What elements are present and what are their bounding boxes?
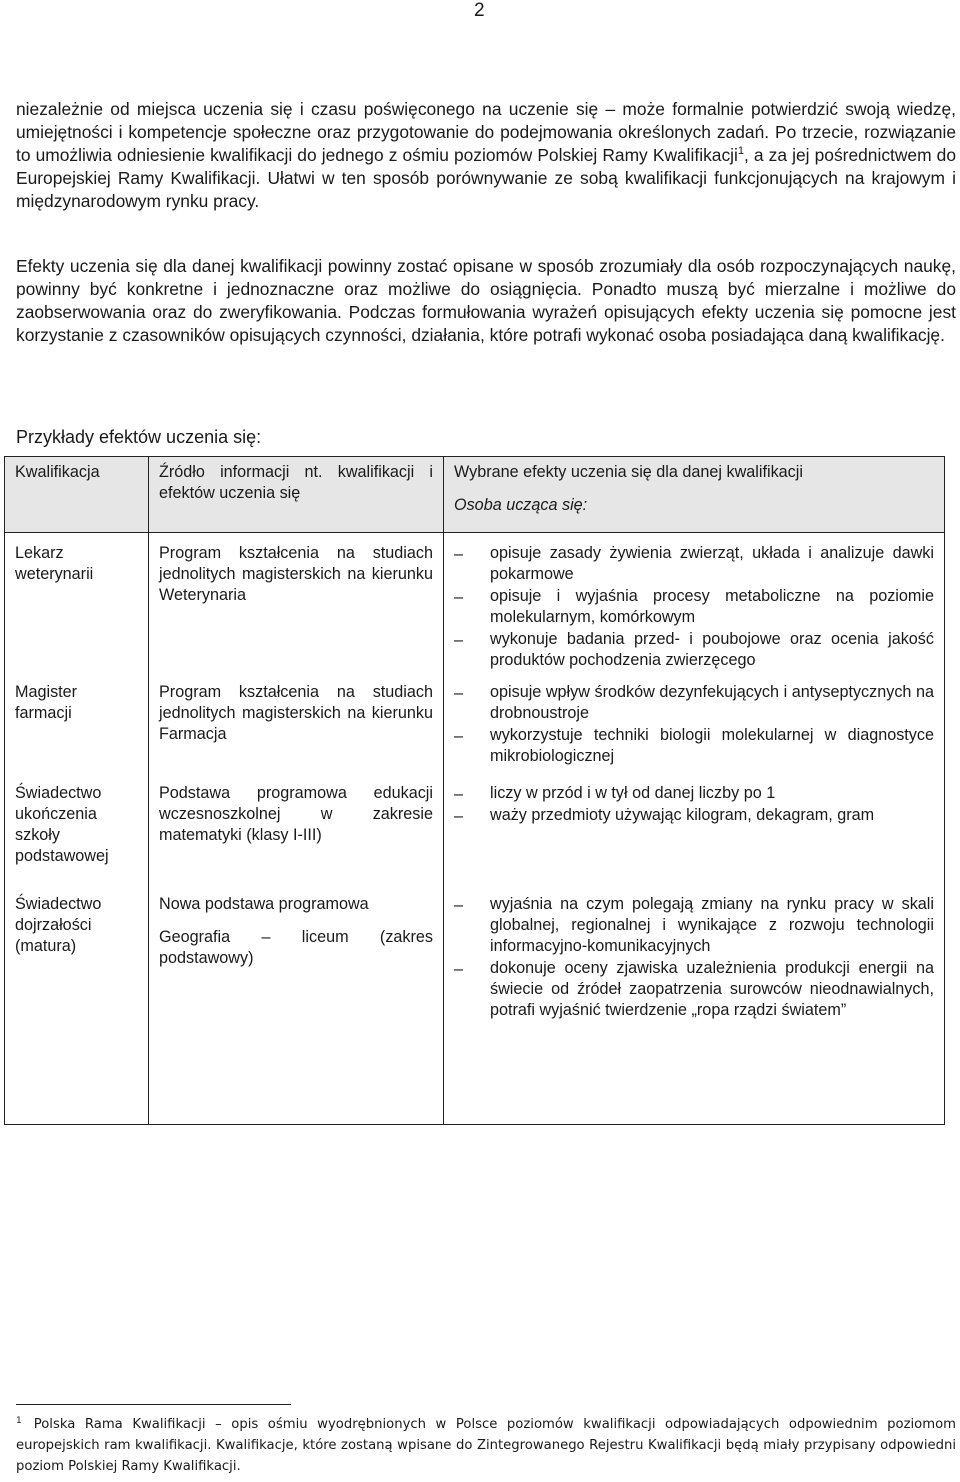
footnote-number: 1 (16, 1415, 22, 1426)
section-heading: Przykłady efektów uczenia się: (16, 427, 262, 447)
qualification-cell: Magister farmacji (5, 679, 149, 780)
outcome-item (454, 958, 934, 1021)
outcome-item (454, 543, 934, 585)
outcome-text: opisuje wpływ środków dezynfekujących i antyseptycznych na drobnoustroje (490, 682, 934, 722)
source-text: Nowa podstawa programowa (159, 894, 369, 913)
outcomes-list (454, 783, 934, 826)
header-source: Źródło informacji nt. kwalifikacji i efektów uczenia się (149, 457, 444, 533)
outcome-item (454, 682, 934, 724)
outcomes-list (454, 543, 934, 671)
footnote (16, 1414, 956, 1477)
outcome-text: opisuje i wyjaśnia procesy metaboliczne na poziomie molekularnym, komórkowym (490, 587, 934, 626)
outcome-text: waży przedmioty używając kilogram, dekagram, gram (490, 805, 875, 824)
intro-paragraph (16, 98, 956, 213)
outcome-text: liczy w przód i w tył od danej liczby po 1 (490, 783, 776, 802)
outcome-text: wyjaśnia na czym polegają zmiany na rynku pracy w skali globalnej, regionalnej i wynikające z rozwoju technologii informacyjno-komunikacyjnych (490, 894, 934, 955)
source-cell (149, 891, 444, 1125)
table-row (5, 679, 945, 780)
header-outcomes (444, 457, 945, 533)
footnote-reference: 1 (737, 145, 745, 158)
source-cell (149, 533, 444, 679)
outcomes-cell (444, 780, 945, 891)
page-number: 2 (474, 0, 485, 21)
source-text: Program kształcenia na studiach jednolitych magisterskich na kierunku Weterynaria (159, 544, 433, 604)
table-header-row (5, 457, 945, 533)
intro-paragraph-text-after: , a za jej pośrednictwem do Europejskiej Ramy Kwalifikacji. Ułatwi w ten sposób porównywanie ze sobą kwalifikacji funkcjonujących na krajowym i międzynarodowym rynku pracy. (16, 145, 956, 211)
outcome-item (454, 783, 934, 804)
source-text: Program kształcenia na studiach jednolitych magisterskich na kierunku Farmacja (159, 682, 433, 743)
header-outcomes-subtitle: Osoba ucząca się: (454, 496, 588, 514)
footnote-text: Polska Rama Kwalifikacji – opis ośmiu wyodrębnionych w Polsce poziomów kwalifikacji odpowiadających odpowiednim poziomom europejskich ram kwalifikacji. Kwalifikacje, które zostaną wpisane do Zintegrowanego Rejestru Kwalifikacji będą miały przypisany odpowiedni poziom Polskiej Ramy Kwalifikacji. (16, 1417, 956, 1474)
table-row (5, 780, 945, 891)
dash-bullet-icon: – (454, 545, 464, 563)
outcome-item (454, 805, 934, 826)
qualification-cell: Świadectwo dojrzałości (matura) (5, 891, 149, 1125)
outcome-item (454, 725, 934, 767)
source-text: Podstawa programowa edukacji wczesnoszkolnej w zakresie matematyki (klasy I-III) (159, 783, 433, 844)
learning-outcomes-paragraph: Efekty uczenia się dla danej kwalifikacji powinny zostać opisane w sposób zrozumiały dla osób rozpoczynających naukę, powinny być konkretne i jednoznaczne oraz możliwe do osiągnięcia. Ponadto muszą być mierzalne i możliwe do zaobserwowania oraz do zweryfikowania. Podczas formułowania wyrażeń opisujących efekty uczenia się pomocne jest korzystanie z czasowników opisujących czynności, działania, które potrafi wykonać osoba posiadająca daną kwalifikację. (16, 256, 956, 345)
source-subject: Geografia – liceum (zakres podstawowy) (159, 927, 433, 967)
dash-bullet-icon: – (454, 631, 464, 649)
dash-bullet-icon: – (454, 806, 464, 825)
outcome-text: wykorzystuje techniki biologii molekularnej w diagnostyce mikrobiologicznej (490, 725, 934, 765)
header-outcomes-title: Wybrane efekty uczenia się dla danej kwalifikacji (454, 463, 803, 481)
qualification-cell: Lekarz weterynarii (5, 533, 149, 679)
outcomes-list (454, 682, 934, 767)
table-body (5, 533, 945, 1125)
footnote-divider (16, 1404, 291, 1405)
table-row (5, 891, 945, 1125)
qualification-cell: Świadectwo ukończenia szkoły podstawowej (5, 780, 149, 891)
outcome-item (454, 629, 934, 671)
outcome-item (454, 894, 934, 957)
outcomes-cell (444, 679, 945, 780)
dash-bullet-icon: – (454, 895, 464, 914)
outcomes-cell (444, 891, 945, 1125)
table-row (5, 533, 945, 679)
outcome-text: wykonuje badania przed- i poubojowe oraz ocenia jakość produktów pochodzenia zwierzęcego (490, 630, 934, 669)
header-qualification: Kwalifikacja (5, 457, 149, 533)
outcome-text: dokonuje oceny zjawiska uzależnienia produkcji energii na świecie od źródeł zaopatrzenia surowców nieodnawialnych, potrafi wyjaśnić twierdzenie „ropa rządzi światem” (490, 958, 934, 1019)
outcome-item (454, 586, 934, 628)
dash-bullet-icon: – (454, 726, 464, 745)
outcome-text: opisuje zasady żywienia zwierząt, układa i analizuje dawki pokarmowe (490, 544, 934, 583)
outcomes-list (454, 894, 934, 1021)
source-cell (149, 679, 444, 780)
examples-table (4, 456, 945, 1125)
source-cell (149, 780, 444, 891)
outcomes-cell (444, 533, 945, 679)
dash-bullet-icon: – (454, 683, 464, 702)
dash-bullet-icon: – (454, 588, 464, 606)
dash-bullet-icon: – (454, 784, 464, 803)
intro-paragraph-text-before: niezależnie od miejsca uczenia się i czasu poświęconego na uczenie się – może formalnie potwierdzić swoją wiedzę, umiejętności i kompetencje społeczne oraz przygotowanie do podejmowania określonych zadań. Po trzecie, rozwiązanie to umożliwia odniesienie kwalifikacji do jednego z ośmiu poziomów Polskiej Ramy Kwalifikacji (16, 99, 956, 165)
source-gap (159, 915, 433, 927)
dash-bullet-icon: – (454, 959, 464, 978)
